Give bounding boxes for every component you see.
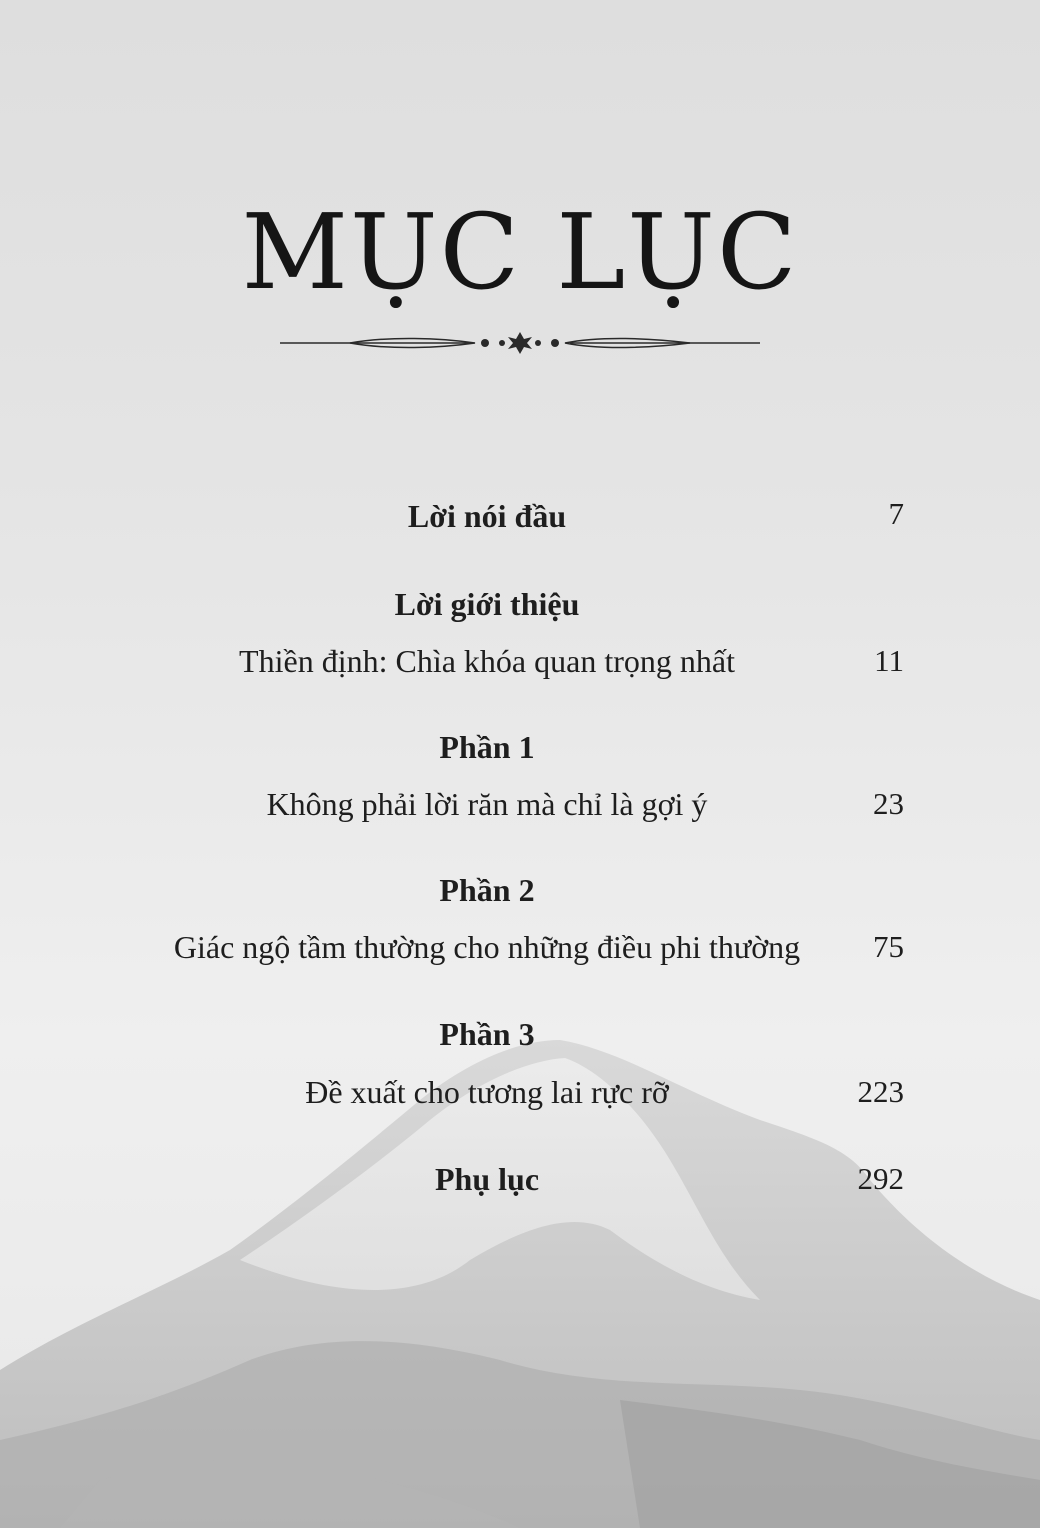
toc-page-number: 75 [873, 929, 904, 964]
toc-heading-part2 [0, 872, 1040, 920]
toc-item-part2[interactable] [0, 929, 1040, 977]
toc-entry: Không phải lời răn mà chỉ là gợi ý [266, 786, 708, 822]
toc-heading: Phụ lục [434, 1161, 540, 1197]
toc-item-preface[interactable] [0, 498, 1040, 546]
toc-heading-part3 [0, 1016, 1040, 1064]
ornamental-divider-icon [280, 328, 760, 358]
page-title: MỤC LỤC [241, 191, 799, 313]
toc-heading: Phần 1 [439, 729, 535, 765]
toc-entry: Thiền định: Chìa khóa quan trọng nhất [239, 643, 735, 679]
toc-item-part1[interactable] [0, 786, 1040, 834]
toc-entry: Giác ngộ tầm thường cho những điều phi thường [173, 929, 801, 965]
toc-entry: Đề xuất cho tương lai rực rỡ [305, 1074, 669, 1110]
toc-page-number: 292 [857, 1161, 904, 1196]
toc-page-number: 11 [874, 643, 904, 678]
toc-item-appendix[interactable] [0, 1161, 1040, 1209]
toc-heading: Phần 2 [439, 872, 535, 908]
toc-page-number: 23 [873, 786, 904, 821]
toc-heading: Phần 3 [439, 1016, 535, 1052]
toc-item-part3[interactable] [0, 1074, 1040, 1122]
toc-item-introduction[interactable] [0, 643, 1040, 691]
toc-page-number: 7 [888, 496, 904, 531]
toc-heading: Lời giới thiệu [394, 586, 580, 622]
toc-heading: Lời nói đầu [407, 498, 567, 534]
toc-heading-introduction [0, 586, 1040, 634]
toc-page-number: 223 [857, 1074, 904, 1109]
toc-heading-part1 [0, 729, 1040, 777]
